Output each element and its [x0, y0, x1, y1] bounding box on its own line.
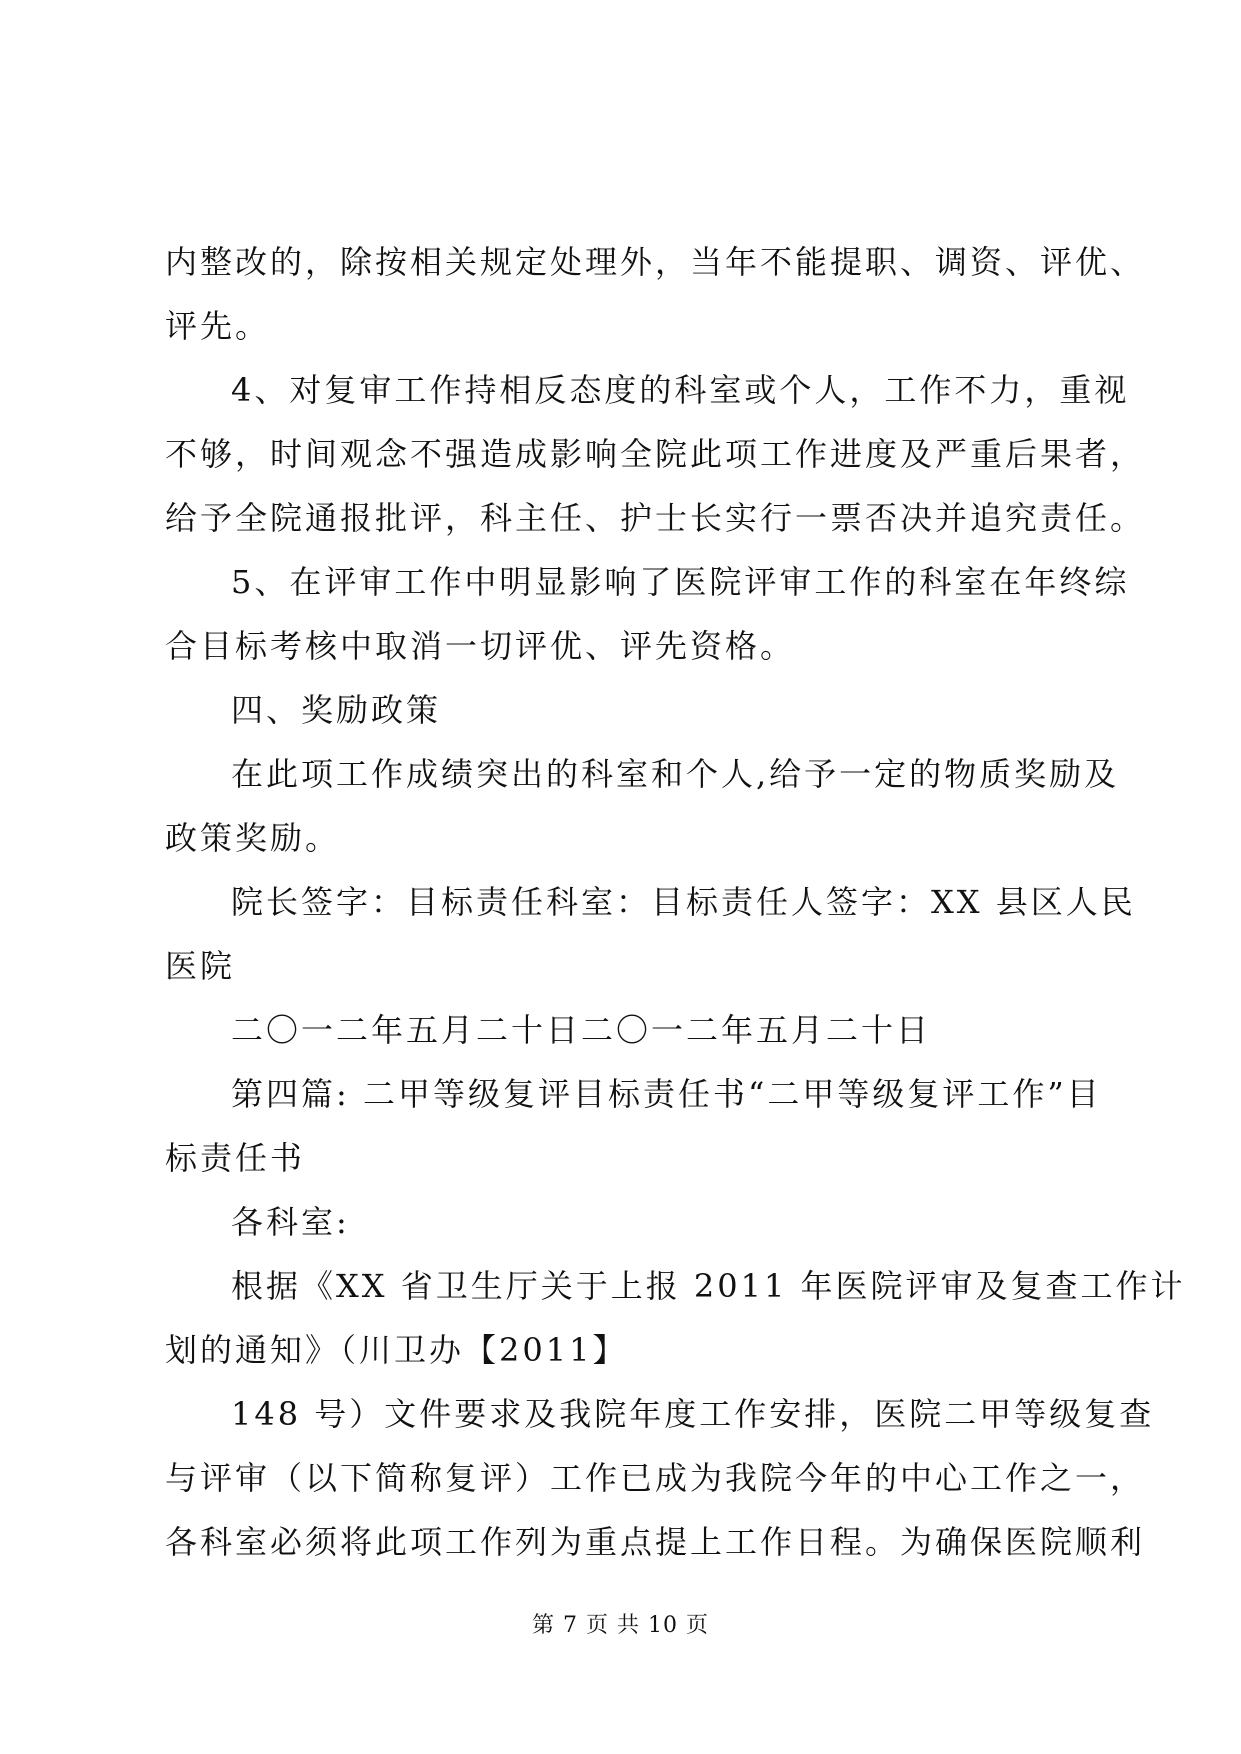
text-line: 二〇一二年五月二十日二〇一二年五月二十日 [231, 1011, 932, 1049]
text-line: 第四篇: 二甲等级复评目标责任书“二甲等级复评工作”目 [231, 1075, 1102, 1113]
text-line: 4、对复审工作持相反态度的科室或个人，工作不力，重视 [231, 371, 1130, 409]
text-line: 标责任书 [165, 1139, 306, 1177]
text-line: 合目标考核中取消一切评优、评先资格。 [165, 627, 796, 665]
text-line: 四、奖励政策 [231, 691, 442, 729]
text-line: 内整改的，除按相关规定处理外，当年不能提职、调资、评优、 [165, 243, 1146, 281]
text-line: 各科室: [231, 1203, 350, 1241]
text-line: 5、在评审工作中明显影响了医院评审工作的科室在年终综 [231, 563, 1130, 601]
text-line: 给予全院通报批评，科主任、护士长实行一票否决并追究责任。 [165, 499, 1146, 537]
text-line: 各科室必须将此项工作列为重点提上工作日程。为确保医院顺利 [165, 1523, 1146, 1561]
text-line: 医院 [165, 947, 236, 985]
text-line: 148 号）文件要求及我院年度工作安排，医院二甲等级复查 [231, 1395, 1155, 1433]
document-body [165, 230, 1186, 1574]
text-line: 根据《XX 省卫生厅关于上报 2011 年医院评审及复查工作计 [231, 1267, 1186, 1305]
page-footer: 第 7 页 共 10 页 [532, 1613, 709, 1638]
text-line: 在此项工作成绩突出的科室和个人,给予一定的物质奖励及 [231, 755, 1120, 793]
text-line: 政策奖励。 [165, 819, 341, 857]
text-line: 与评审（以下简称复评）工作已成为我院今年的中心工作之一， [165, 1459, 1146, 1497]
text-line: 评先。 [165, 307, 271, 345]
text-line: 不够，时间观念不强造成影响全院此项工作进度及严重后果者， [165, 435, 1146, 473]
text-line: 院长签字：目标责任科室：目标责任人签字：XX 县区人民 [231, 883, 1136, 921]
text-line: 划的通知》（川卫办【2011】 [165, 1331, 628, 1369]
